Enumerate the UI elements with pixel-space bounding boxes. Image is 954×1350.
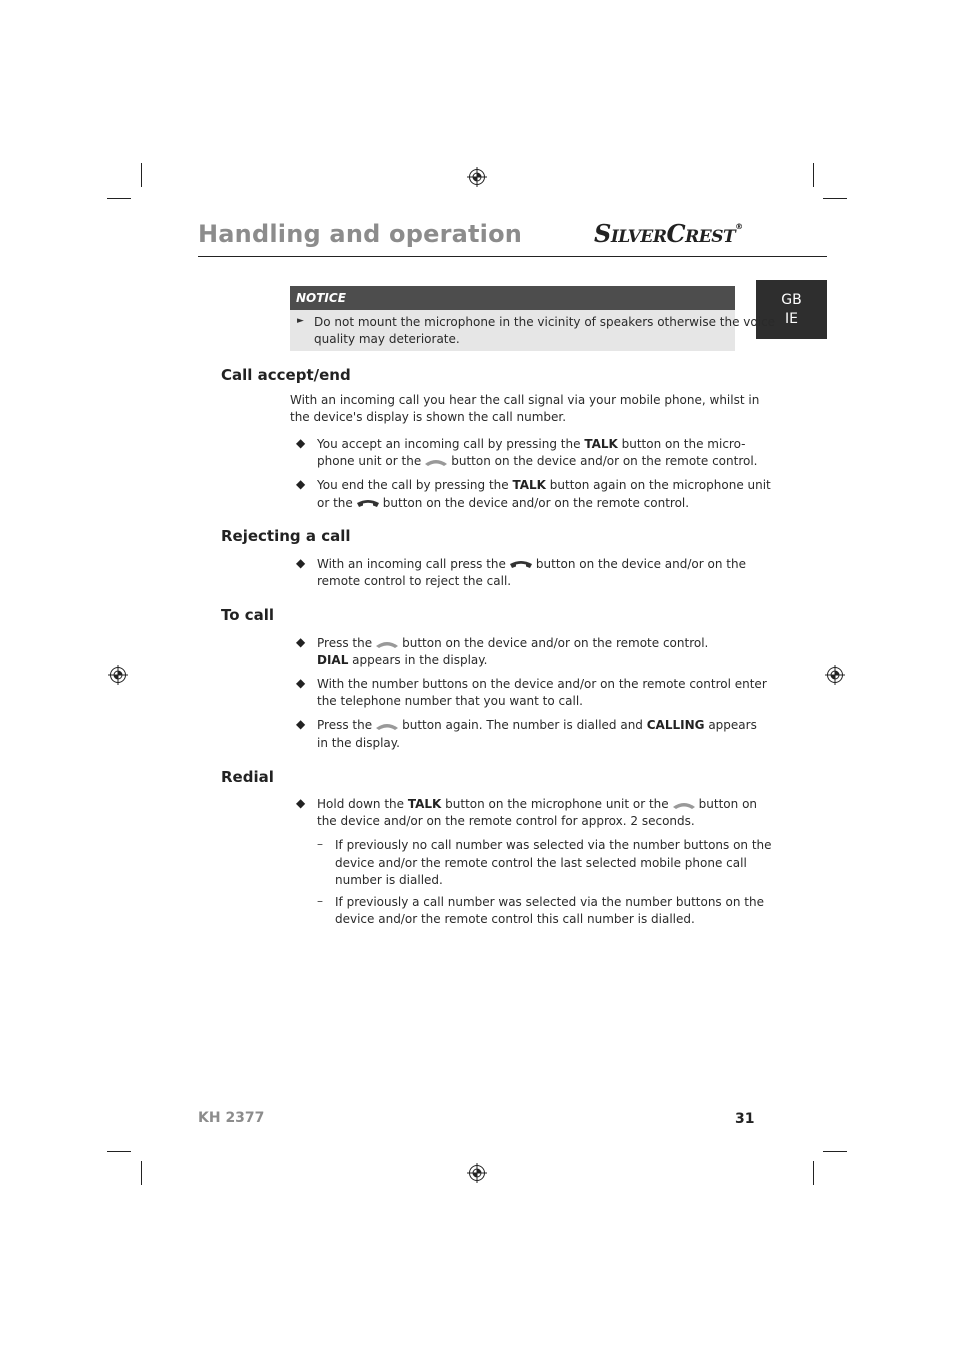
notice-heading: NOTICE: [290, 286, 735, 310]
list-item: You accept an incoming call by pressing the TALK button on the micro-: [317, 437, 746, 451]
crop-mark: [141, 163, 142, 187]
list-item: or the button on the device and/or on the remote control.: [317, 496, 690, 510]
crop-mark: [813, 163, 814, 187]
paragraph: the device's display is shown the call number.: [290, 410, 567, 424]
registration-mark-icon: [825, 665, 845, 685]
dash-marker: –: [317, 837, 323, 851]
crop-mark: [141, 1161, 142, 1185]
sub-list-item: If previously a call number was selected via the number buttons on the: [335, 895, 764, 909]
sub-list-item: number is dialled.: [335, 873, 443, 887]
language-code: IE: [785, 311, 798, 327]
language-code: GB: [781, 292, 802, 308]
list-item: With the number buttons on the device and/or on the remote control enter: [317, 677, 767, 691]
bullet-icon: ◆: [296, 676, 306, 690]
paragraph: With an incoming call you hear the call signal via your mobile phone, whilst in: [290, 393, 760, 407]
bullet-icon: ◆: [296, 717, 306, 731]
list-item: You end the call by pressing the TALK button again on the microphone unit: [317, 478, 771, 492]
bullet-icon: ◆: [296, 635, 306, 649]
registration-mark-icon: [108, 665, 128, 685]
phone-accept-icon: [375, 721, 399, 731]
phone-end-icon: [509, 560, 533, 570]
list-item: the telephone number that you want to call.: [317, 694, 583, 708]
notice-text: Do not mount the microphone in the vicinity of speakers otherwise the voice: [314, 315, 776, 329]
page-title: Handling and operation: [198, 220, 523, 248]
registration-mark-icon: [467, 167, 487, 187]
phone-accept-icon: [375, 639, 399, 649]
crop-mark: [107, 198, 131, 199]
section-heading: Call accept/end: [221, 366, 351, 384]
list-item: DIAL appears in the display.: [317, 653, 488, 667]
crop-mark: [823, 198, 847, 199]
list-item: Press the button on the device and/or on the remote control.: [317, 636, 709, 650]
list-item: Press the button again. The number is dialled and CALLING appears: [317, 718, 757, 732]
arrow-icon: ►: [297, 316, 304, 326]
list-item: remote control to reject the call.: [317, 574, 512, 588]
section-heading: To call: [221, 606, 275, 624]
bullet-icon: ◆: [296, 796, 306, 810]
header-rule: [198, 256, 827, 257]
registration-mark-icon: [467, 1163, 487, 1183]
brand-logo: SILVERCREST®: [594, 219, 743, 248]
section-heading: Redial: [221, 768, 274, 786]
sub-list-item: device and/or the remote control the last selected mobile phone call: [335, 856, 747, 870]
page-number: 31: [735, 1111, 755, 1127]
list-item: phone unit or the button on the device and/or on the remote control.: [317, 454, 758, 468]
phone-accept-icon: [672, 800, 696, 810]
crop-mark: [823, 1151, 847, 1152]
crop-mark: [813, 1161, 814, 1185]
bullet-icon: ◆: [296, 477, 306, 491]
notice-text: quality may deteriorate.: [314, 332, 460, 346]
bullet-icon: ◆: [296, 556, 306, 570]
list-item: in the display.: [317, 736, 400, 750]
phone-end-icon: [356, 499, 380, 509]
sub-list-item: device and/or the remote control this call number is dialled.: [335, 912, 695, 926]
list-item: With an incoming call press the button on the device and/or on the: [317, 557, 746, 571]
section-heading: Rejecting a call: [221, 527, 351, 545]
bullet-icon: ◆: [296, 436, 306, 450]
list-item: Hold down the TALK button on the microphone unit or the button on: [317, 797, 758, 811]
list-item: the device and/or on the remote control for approx. 2 seconds.: [317, 814, 695, 828]
crop-mark: [107, 1151, 131, 1152]
phone-accept-icon: [424, 457, 448, 467]
model-number: KH 2377: [198, 1110, 265, 1126]
dash-marker: –: [317, 894, 323, 908]
sub-list-item: If previously no call number was selected via the number buttons on the: [335, 838, 772, 852]
